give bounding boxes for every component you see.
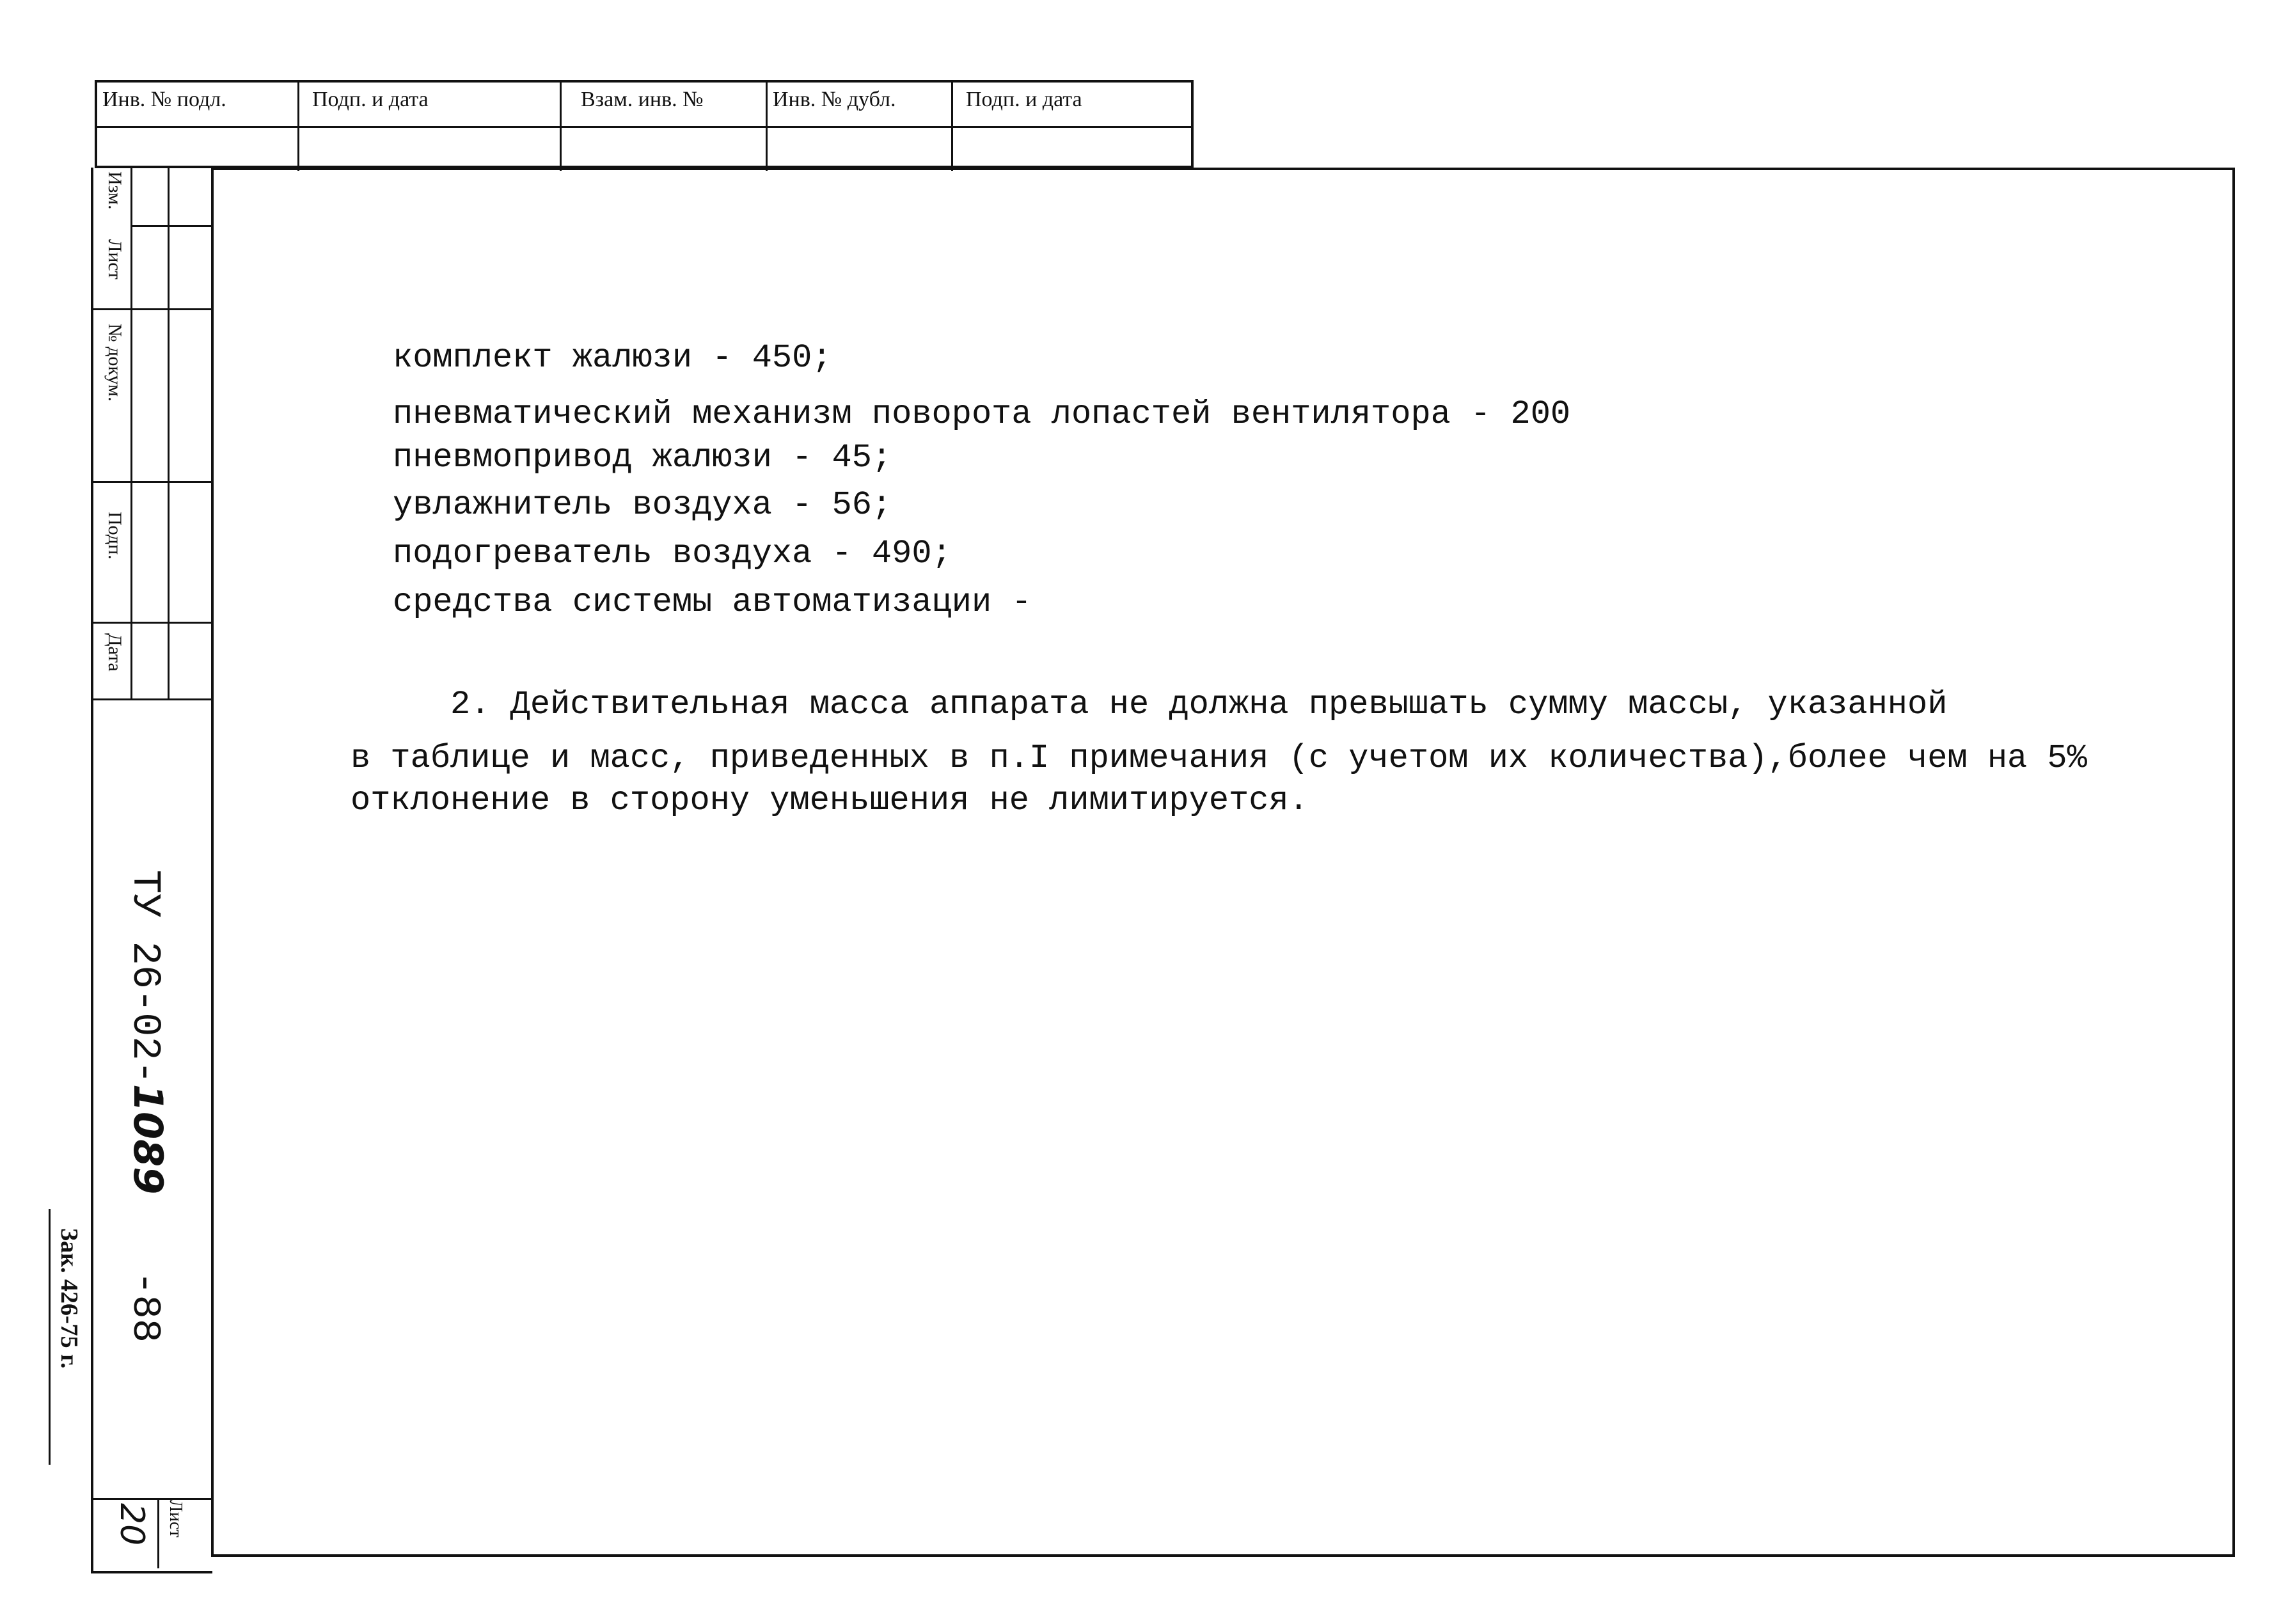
margin-divider: [93, 622, 212, 624]
margin-label-list: Лист: [104, 239, 125, 280]
margin-divider: [93, 698, 212, 700]
list-item: пневмопривод жалюзи - 45;: [393, 439, 892, 477]
order-number: Зак. 426-75 г.: [56, 1228, 83, 1369]
stamp-header: Взам. инв. №: [581, 88, 704, 111]
list-item: увлажнитель воздуха - 56;: [393, 486, 892, 524]
list-item: комплект жалюзи - 450;: [393, 339, 832, 377]
list-item: пневматический механизм поворота лопастей вентилятора - 200: [393, 395, 1571, 433]
frame-bottom-edge: [91, 1571, 212, 1573]
margin-divider: [157, 1498, 159, 1568]
list-item: подогреватель воздуха - 490;: [393, 535, 952, 572]
paragraph-line: отклонение в сторону уменьшения не лимитируется.: [351, 782, 1309, 819]
stamp-header: Инв. № дубл.: [773, 88, 896, 111]
margin-label-dokum: № докум.: [104, 324, 125, 402]
margin-label-izm: Изм.: [104, 171, 125, 210]
paragraph-line: 2. Действительная масса аппарата не должна превышать сумму массы, указанной: [351, 686, 1948, 723]
margin-divider: [93, 481, 212, 483]
stamp-divider: [97, 126, 1191, 128]
margin-divider: [93, 1498, 212, 1500]
list-item: средства системы автоматизации -: [393, 583, 1032, 621]
stamp-header: Подп. и дата: [312, 88, 429, 111]
margin-label-podp: Подп.: [104, 512, 125, 560]
paragraph-line: в таблице и масс, приведенных в п.I примечания (с учетом их количества),более чем на 5%: [351, 739, 2087, 777]
margin-label-data: Дата: [104, 633, 125, 672]
document-code-prefix: ТУ 26-02-: [122, 870, 168, 1084]
margin-divider: [130, 225, 212, 227]
document-code-suffix: -88: [122, 1271, 168, 1343]
sheet-label: Лист: [166, 1500, 185, 1538]
order-divider: [49, 1209, 51, 1465]
margin-divider: [130, 168, 132, 698]
margin-divider: [93, 308, 212, 310]
stamp-header: Подп. и дата: [966, 88, 1082, 111]
stamp-header: Инв. № подл.: [102, 88, 226, 111]
margin-divider: [168, 168, 170, 698]
sheet-number: 20: [113, 1503, 151, 1546]
document-code: [122, 870, 171, 1343]
stamp-table: [95, 80, 1194, 168]
document-code-number: 1089: [125, 1084, 171, 1195]
